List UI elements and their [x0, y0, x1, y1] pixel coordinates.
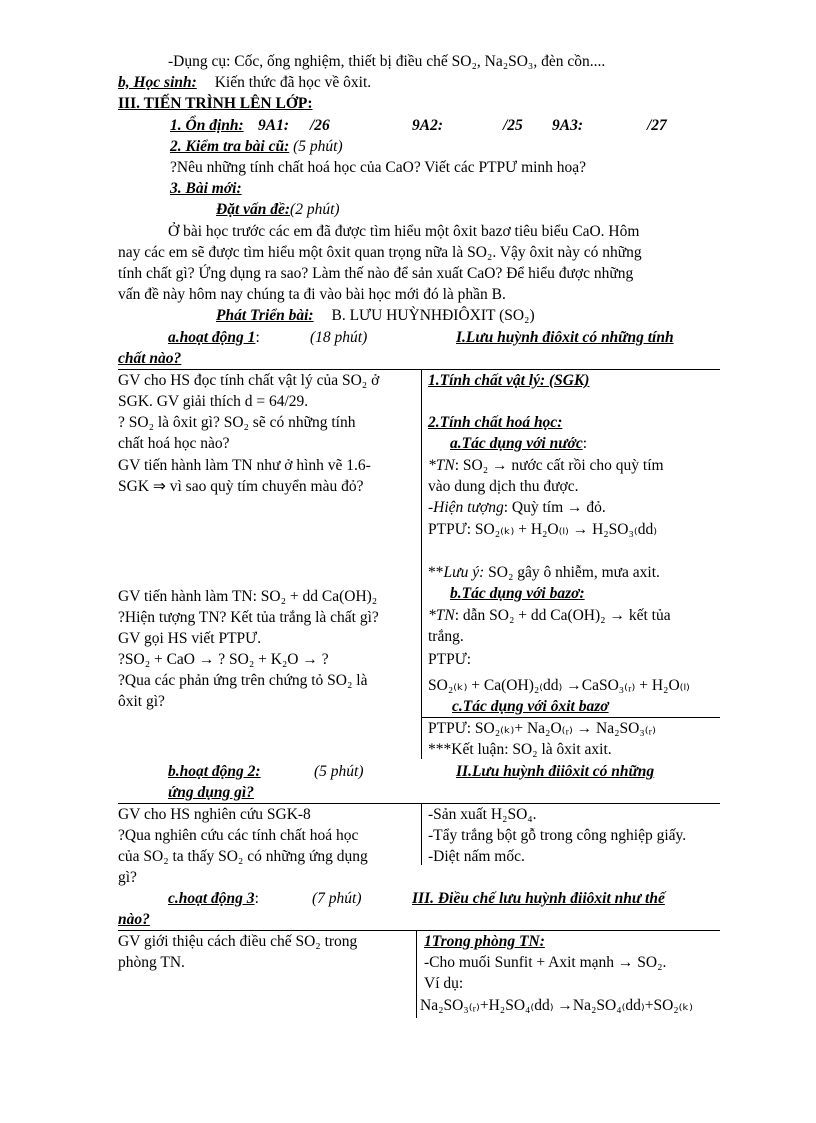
student-text: Kiến thức đã học về ôxit.	[214, 74, 372, 91]
physical-properties: 1.Tính chất vật lý: (SGK)	[428, 372, 590, 389]
base-reaction-title: b.Tác dụng với bazơ:	[450, 585, 585, 602]
a1-left-line-4: chất hoá học nào?	[118, 435, 230, 452]
activity1-title: I.Lưu huỳnh điôxit có những tính	[456, 329, 674, 346]
base-tn-line: *TN: dẫn SO₂ + dd Ca(OH)₂ → kết tủa	[428, 607, 671, 624]
class-9a2: 9A2:	[412, 117, 443, 134]
table1-divider	[421, 369, 422, 759]
activity2-time: (5 phút)	[314, 763, 364, 780]
usage-bleach: -Tẩy trắng bột gỗ trong công nghiệp giấy.	[428, 827, 687, 844]
a3-left-line-1: GV giới thiệu cách điều chế SO₂ trong	[118, 933, 358, 950]
a2-left-line-1: GV cho HS nghiên cứu SGK-8	[118, 806, 311, 823]
kiem-tra-line: 2. Kiểm tra bài cũ: (5 phút)	[170, 138, 343, 155]
a1-left2-line-6: ôxit gì?	[118, 693, 165, 710]
lab-prep-line-2: Ví dụ:	[424, 975, 464, 992]
a1-left-line-3: ? SO₂ là ôxit gì? SO₂ sẽ có những tính	[118, 414, 356, 431]
a2-left-line-2: ?Qua nghiên cứu các tính chất hoá học	[118, 827, 359, 844]
chemical-properties: 2.Tính chất hoá học:	[428, 414, 563, 431]
usage-h2so4: -Sản xuất H₂SO₄.	[428, 806, 537, 823]
equipment-line: -Dụng cụ: Cốc, ống nghiệm, thiết bị điều chế SO₂, Na₂SO₃, đèn cồn....	[168, 53, 606, 70]
table3-top-border	[118, 930, 720, 931]
section-heading: III. TIẾN TRÌNH LÊN LỚP:	[118, 95, 313, 112]
a1-left-line-1: GV cho HS đọc tính chất vật lý của SO₂ ở	[118, 372, 380, 389]
activity2-label: b.hoạt động 2:	[168, 763, 261, 780]
activity2-title-cont: ứng dụng gì?	[168, 784, 254, 801]
base-equation: SO₂₍ₖ₎ + Ca(OH)₂₍dd₎ →CaSO₃₍ᵣ₎ + H₂O₍ₗ₎	[428, 677, 690, 694]
water-equation: PTPƯ: SO₂₍ₖ₎ + H₂O₍ₗ₎ → H₂SO₃₍dd₎	[428, 521, 657, 538]
a2-left-line-3: của SO₂ ta thấy SO₂ có những ứng dụng	[118, 848, 368, 865]
lab-prep-equation: Na₂SO₃₍ᵣ₎+H₂SO₄₍dd₎ →Na₂SO₄₍dd₎+SO₂₍ₖ₎	[420, 997, 693, 1014]
usage-fungicide: -Diệt nấm mốc.	[428, 848, 525, 865]
a2-left-line-4: gì?	[118, 869, 137, 886]
table2-top-border	[118, 803, 720, 804]
lab-prep-line-1: -Cho muối Sunfit + Axit mạnh → SO₂.	[424, 954, 667, 971]
activity1-time: (18 phút)	[310, 329, 368, 346]
oxide-equation: PTPƯ: SO₂₍ₖ₎+ Na₂O₍ᵣ₎ → Na₂SO₃₍ᵣ₎	[428, 720, 656, 737]
count-9a2: /25	[503, 117, 523, 134]
table3-divider	[416, 930, 417, 1018]
conclusion-line: ***Kết luận: SO₂ là ôxit axit.	[428, 741, 612, 758]
class-9a1: 9A1:	[258, 117, 289, 134]
activity3-time: (7 phút)	[312, 890, 362, 907]
phat-trien-line: Phát Triển bài: B. LƯU HUỲNHĐIÔXIT (SO₂)	[216, 307, 535, 324]
lab-prep-title: 1Trong phòng TN:	[424, 933, 545, 950]
activity2-title: II.Lưu huỳnh điiôxit có những	[456, 763, 655, 780]
intro-line-4: vấn đề này hôm nay chúng ta đi vào bài học mới đó là phần B.	[118, 286, 506, 303]
a3-left-line-2: phòng TN.	[118, 954, 185, 971]
water-reaction-title: a.Tác dụng với nước:	[450, 435, 588, 452]
table2-divider	[421, 803, 422, 865]
a1-left2-line-1: GV tiến hành làm TN: SO₂ + dd Ca(OH)₂	[118, 588, 378, 605]
student-label: b, Học sinh:	[118, 74, 197, 91]
intro-line-1: Ở bài học trước các em đã được tìm hiểu một ôxit bazơ tiêu biểu CaO. Hôm	[168, 223, 640, 240]
activity3-label: c.hoạt động 3:	[168, 890, 259, 907]
water-tn-line: *TN: SO₂ → nước cất rồi cho quỳ tím	[428, 457, 664, 474]
student-prep-line	[118, 73, 371, 93]
intro-line-3: tính chất gì? Ứng dụng ra sao? Làm thế nào để sản xuất CaO? Để hiểu được những	[118, 265, 634, 282]
a1-left-line-6: SGK ⇒ vì sao quỳ tím chuyển màu đỏ?	[118, 478, 364, 495]
dat-van-de-line: Đặt vấn đề:(2 phút)	[216, 201, 340, 218]
class-9a3: 9A3:	[552, 117, 583, 134]
hien-tuong-line: -Hiện tượng: Quỳ tím → đỏ.	[428, 499, 606, 516]
table1-top-border	[118, 369, 720, 370]
a1-left2-line-3: GV gọi HS viết PTPƯ.	[118, 630, 262, 647]
a1-left2-line-4: ?SO₂ + CaO → ? SO₂ + K₂O → ?	[118, 651, 329, 668]
kiem-tra-question: ?Nêu những tính chất hoá học của CaO? Viết các PTPƯ minh hoạ?	[170, 159, 587, 176]
activity3-title: III. Điều chế lưu huỳnh điiôxit như thế	[412, 890, 665, 907]
water-tn-cont: vào dung dịch thu được.	[428, 478, 579, 495]
a1-left-line-5: GV tiến hành làm TN như ở hình vẽ 1.6-	[118, 457, 371, 474]
base-tn-cont: trắng.	[428, 628, 464, 645]
intro-line-2: nay các em sẽ được tìm hiểu một ôxit quan trọng nữa là SO₂. Vậy ôxit này có những	[118, 244, 642, 261]
activity1-label: a.hoạt động 1:	[168, 329, 260, 346]
luu-y-line: **Lưu ý: SO₂ gây ô nhiễm, mưa axit.	[428, 564, 660, 581]
bai-moi-label: 3. Bài mới:	[170, 180, 242, 197]
a1-left2-line-2: ?Hiện tượng TN? Kết tủa trắng là chất gì?	[118, 609, 379, 626]
count-9a1: /26	[310, 117, 330, 134]
oxide-reaction-title: c.Tác dụng với ôxit bazơ	[452, 698, 609, 715]
a1-left2-line-5: ?Qua các phản ứng trên chứng tỏ SO₂ là	[118, 672, 368, 689]
a1-left-line-2: SGK. GV giải thích d = 64/29.	[118, 393, 309, 410]
table1-inner-border	[422, 717, 720, 718]
on-dinh-label: 1. Ổn định:	[170, 117, 244, 134]
count-9a3: /27	[647, 117, 667, 134]
activity1-title-cont: chất nào?	[118, 350, 182, 367]
base-ptpu-label: PTPƯ:	[428, 651, 472, 668]
activity3-title-cont: nào?	[118, 911, 150, 928]
